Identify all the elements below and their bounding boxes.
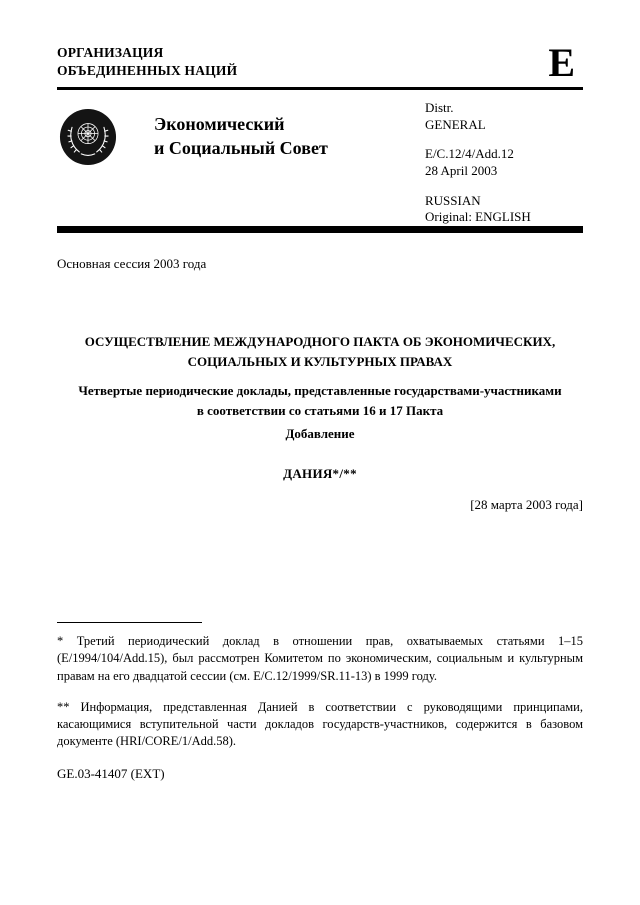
symbol-group <box>425 146 531 179</box>
footnote-first: * Третий периодический доклад в отношении прав, охватываемых статьями 1–15 (E/1994/104/Add.15), был рассмотрен Комитетом по экономическим, социальным и культурным правам на его двадцатой сессии (см. E/C.12/1999/SR.11-13) в 1999 году. <box>57 634 583 683</box>
council-name-line2: и Социальный Совет <box>154 138 328 159</box>
doc-original-language: Original: ENGLISH <box>425 209 531 225</box>
council-name <box>154 112 328 161</box>
session-line: Основная сессия 2003 года <box>57 256 207 271</box>
document-title-line1: ОСУЩЕСТВЛЕНИЕ МЕЖДУНАРОДНОГО ПАКТА ОБ ЭКОНОМИЧЕСКИХ, <box>84 334 556 349</box>
language-group <box>425 193 531 226</box>
document-title <box>57 332 583 371</box>
document-subtitle <box>57 381 583 420</box>
distr-group <box>425 100 531 133</box>
masthead <box>57 100 583 225</box>
un-emblem-icon <box>59 108 117 166</box>
footer-doc-number: GE.03-41407 (EXT) <box>57 766 165 781</box>
header-rule <box>57 87 583 90</box>
distr-label: Distr. <box>425 100 454 115</box>
document-subtitle-line1: Четвертые периодические доклады, представленные государствами-участниками <box>78 383 562 398</box>
doc-language: RUSSIAN <box>425 192 481 208</box>
distr-value: GENERAL <box>425 116 486 132</box>
doc-date: 28 April 2003 <box>425 162 498 178</box>
council-name-line1: Экономический <box>154 114 285 134</box>
doc-info-block <box>425 100 531 239</box>
doc-symbol: E/C.12/4/Add.12 <box>425 146 514 162</box>
document-subtitle-line2: в соответствии со статьями 16 и 17 Пакта <box>196 402 444 418</box>
footnote-separator-rule <box>57 622 202 623</box>
document-title-line2: СОЦИАЛЬНЫХ И КУЛЬТУРНЫХ ПРАВАХ <box>187 353 453 369</box>
country-heading: ДАНИЯ*/** <box>283 466 357 481</box>
org-name-line2: ОБЪЕДИНЕННЫХ НАЦИЙ <box>57 63 238 79</box>
doc-series-letter: E <box>548 40 575 85</box>
org-name <box>57 44 237 80</box>
document-header <box>57 40 583 85</box>
footnote-second: ** Информация, представленная Данией в соответствии с руководящими принципами, касающимися вступительной части докладов государств-участников, содержится в базовом документе (HRI/CORE/1/Add.58). <box>57 699 583 749</box>
submission-date: [28 марта 2003 года] <box>470 497 583 512</box>
footnotes-block <box>57 633 583 751</box>
addendum-label: Добавление <box>285 426 355 441</box>
section-divider-rule <box>57 226 583 233</box>
org-name-line1: ОРГАНИЗАЦИЯ <box>57 45 164 60</box>
